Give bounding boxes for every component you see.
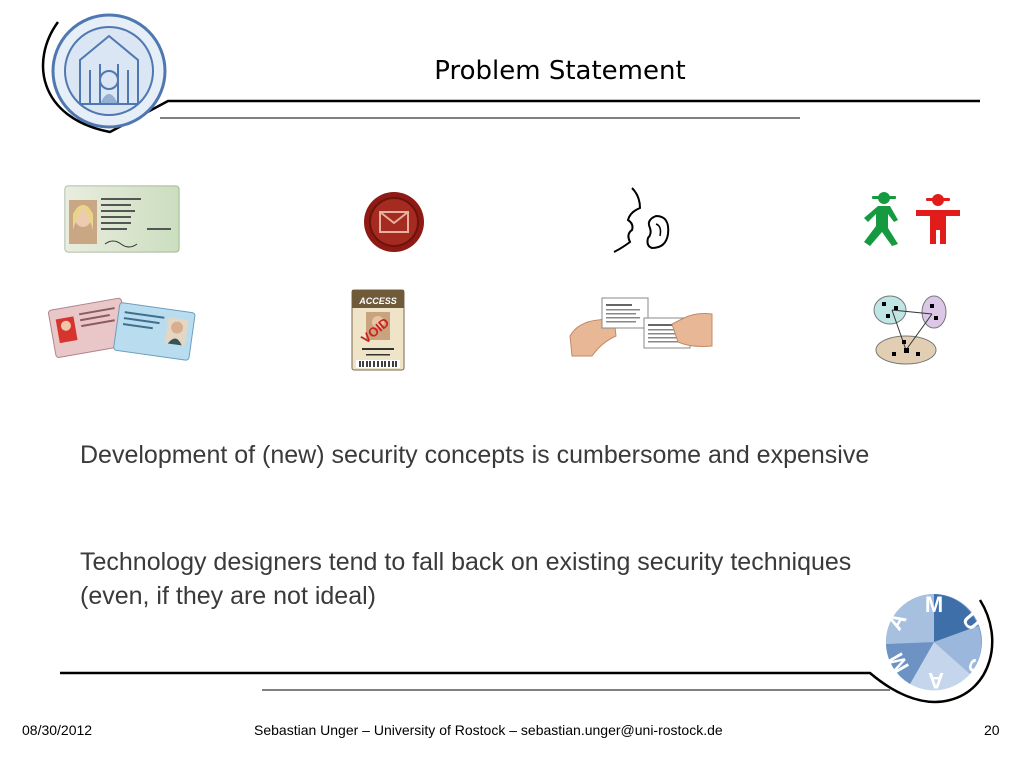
svg-text:U: U [957, 607, 987, 636]
eavesdropper-ear-image [612, 186, 672, 254]
wax-seal-envelope-image [362, 190, 426, 254]
paragraph-development-cost: Development of (new) security concepts is cumbersome and expensive [80, 441, 870, 469]
svg-text:VOID: VOID [358, 314, 393, 347]
svg-text:S: S [962, 655, 992, 678]
footer-author-info: Sebastian Unger – University of Rostock – sebastian.unger@uni-rostock.de [254, 722, 723, 738]
svg-text:M: M [883, 648, 915, 677]
german-id-card-image [65, 186, 179, 252]
svg-text:A: A [928, 668, 944, 693]
svg-text:A: A [881, 608, 912, 635]
footer-page-number: 20 [984, 722, 1000, 738]
university-seal-logo [50, 12, 168, 130]
svg-text:ACCESS: ACCESS [359, 296, 397, 306]
void-access-badge-image [352, 290, 404, 370]
svg-text:M: M [924, 592, 944, 617]
driver-license-cards-image [48, 296, 194, 364]
footer-date: 08/30/2012 [22, 722, 93, 738]
pedestrian-traffic-light-image [858, 192, 962, 248]
slide-title: Problem Statement [434, 56, 686, 86]
network-clusters-diagram-image [872, 292, 952, 366]
mamus-project-logo [880, 592, 992, 693]
paragraph-fallback-techniques: Technology designers tend to fall back on existing security techniques (even, if they are not ideal) [80, 548, 852, 610]
device-card-exchange-image [568, 296, 714, 360]
